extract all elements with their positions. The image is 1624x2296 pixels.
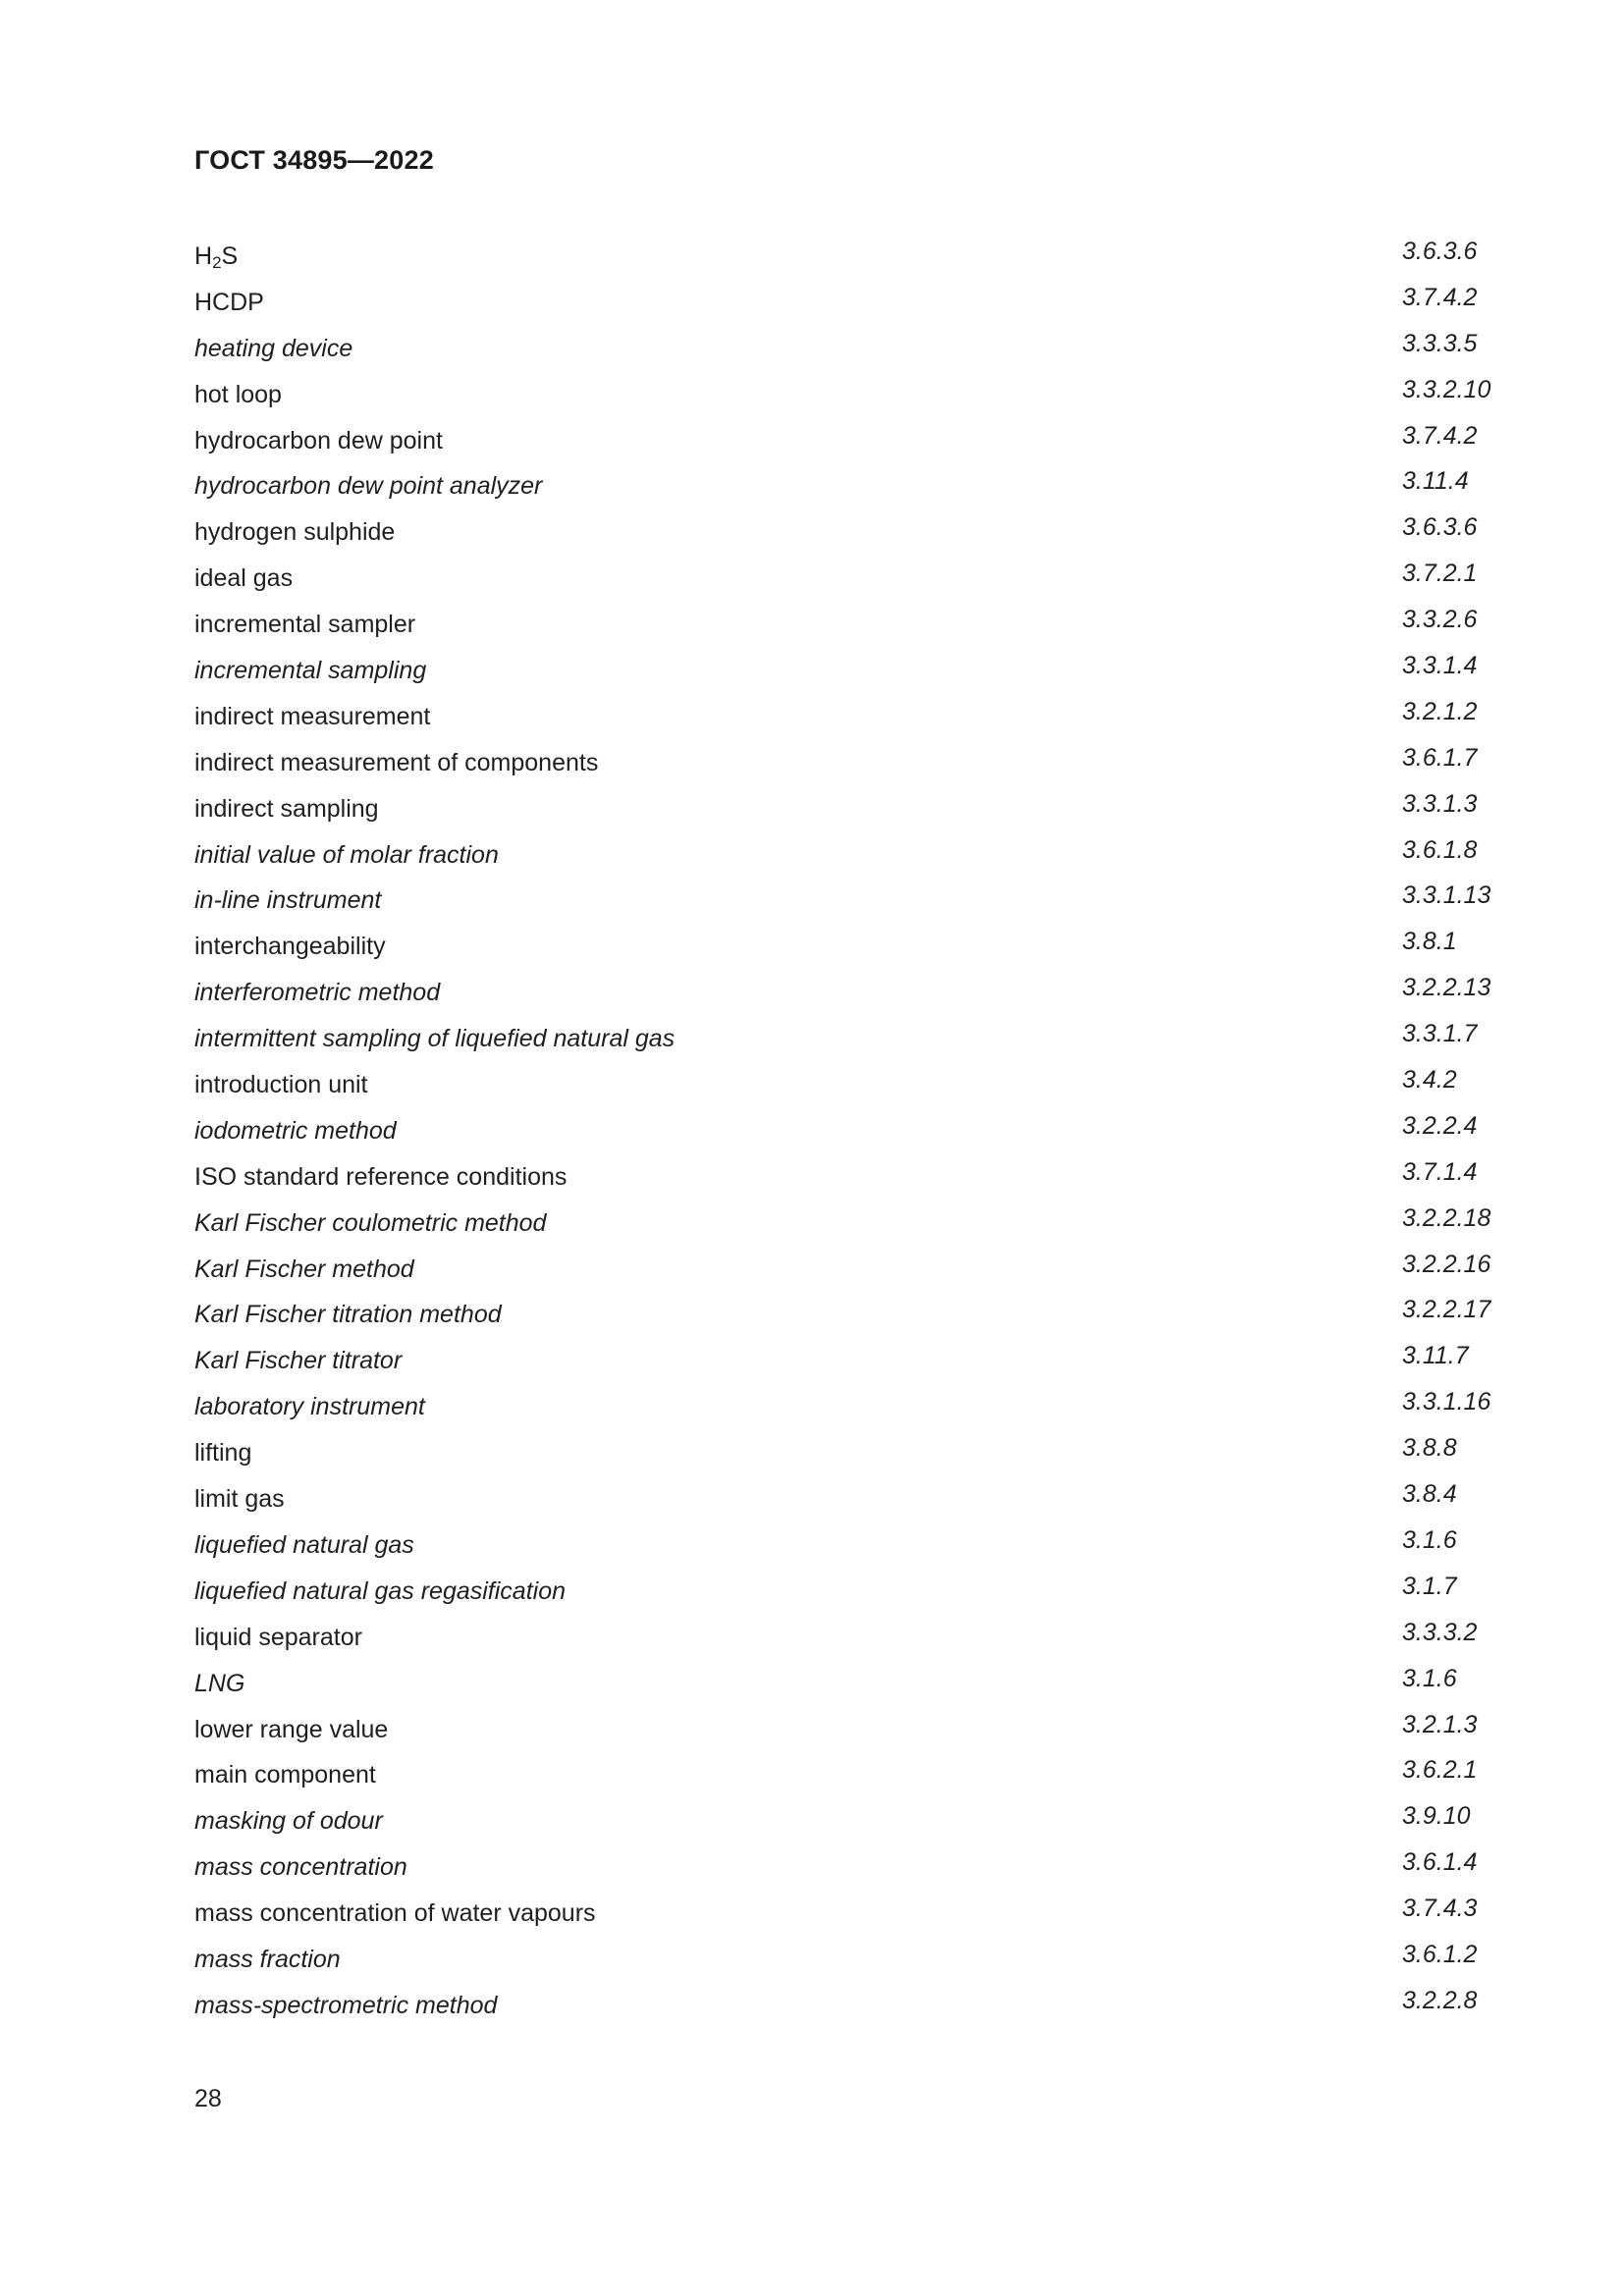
index-reference: 3.6.3.6 <box>1402 238 1478 265</box>
index-term <box>194 418 443 464</box>
index-term-subscript: 2 <box>212 253 222 272</box>
index-term <box>194 1798 383 1844</box>
index-term <box>194 1844 407 1891</box>
index-reference: 3.1.7 <box>1402 1572 1457 1600</box>
index-reference: 3.3.1.3 <box>1402 789 1478 818</box>
index-term <box>194 1430 251 1476</box>
index-term <box>194 1062 368 1108</box>
index-term <box>194 1661 244 1707</box>
index-reference: 3.8.4 <box>1402 1480 1457 1509</box>
index-entry <box>194 832 1500 879</box>
index-entry <box>194 1661 1500 1707</box>
index-term <box>194 1891 596 1937</box>
index-reference: 3.3.1.13 <box>1402 881 1491 910</box>
index-reference: 3.8.1 <box>1402 928 1457 956</box>
index-entry <box>194 418 1500 464</box>
index-term-text: mass concentration <box>194 1853 407 1882</box>
index-term-text: indirect sampling <box>194 794 379 823</box>
index-term-text: ISO standard reference conditions <box>194 1162 568 1191</box>
index-term-text: liquid separator <box>194 1623 362 1651</box>
index-reference: 3.2.2.17 <box>1402 1296 1491 1324</box>
index-term <box>194 878 381 924</box>
index-entry <box>194 1615 1500 1661</box>
index-reference: 3.9.10 <box>1402 1802 1471 1831</box>
index-entry <box>194 1108 1500 1154</box>
index-reference: 3.7.2.1 <box>1402 560 1478 588</box>
index-term <box>194 1292 502 1338</box>
index-entry <box>194 694 1500 740</box>
index-term <box>194 372 282 418</box>
index-term <box>194 1201 546 1247</box>
index-term-text: in-line instrument <box>194 886 382 915</box>
index-term <box>194 556 293 602</box>
index-reference: 3.2.2.16 <box>1402 1250 1491 1278</box>
index-term-text: hydrocarbon dew point analyzer <box>194 472 543 501</box>
index-term <box>194 1016 675 1062</box>
index-entry <box>194 970 1500 1016</box>
index-term <box>194 280 264 326</box>
index-term-text: hot loop <box>194 380 282 408</box>
index-reference: 3.2.2.4 <box>1402 1111 1478 1140</box>
index-term <box>194 832 499 879</box>
index-term-text: lower range value <box>194 1715 389 1743</box>
index-term-text: Karl Fischer method <box>194 1255 414 1283</box>
index-term <box>194 970 440 1016</box>
index-reference: 3.3.2.6 <box>1402 606 1478 634</box>
document-header: ГОСТ 34895—2022 <box>194 145 434 175</box>
index-term-text: introduction unit <box>194 1071 368 1099</box>
index-entry <box>194 1707 1500 1753</box>
index-term-text: liquefied natural gas regasification <box>194 1576 567 1605</box>
index-term <box>194 1752 376 1798</box>
index-term-text: laboratory instrument <box>194 1393 425 1421</box>
index-entry <box>194 234 1500 280</box>
index-term-tail: S <box>221 242 239 270</box>
index-reference: 3.7.4.2 <box>1402 283 1478 311</box>
index-reference: 3.3.3.2 <box>1402 1618 1478 1646</box>
index-reference: 3.6.2.1 <box>1402 1756 1478 1785</box>
index-term-text: Karl Fischer titrator <box>194 1347 403 1375</box>
index-entry <box>194 1292 1500 1338</box>
index-term-text: interchangeability <box>194 933 386 961</box>
index-entry <box>194 648 1500 694</box>
index-term-text: liquefied natural gas <box>194 1530 414 1559</box>
index-entry <box>194 1798 1500 1844</box>
index-term <box>194 1937 341 1983</box>
index-reference: 3.6.3.6 <box>1402 513 1478 542</box>
index-term-text: indirect measurement of components <box>194 748 599 776</box>
index-term-text: hydrocarbon dew point <box>194 426 443 454</box>
index-term-text: masking of odour <box>194 1807 383 1836</box>
index-reference: 3.7.4.3 <box>1402 1895 1478 1923</box>
index-entry <box>194 372 1500 418</box>
index-reference: 3.2.2.13 <box>1402 974 1491 1002</box>
index-reference: 3.11.4 <box>1402 467 1469 496</box>
index-entry <box>194 1201 1500 1247</box>
index-reference: 3.6.1.2 <box>1402 1940 1478 1968</box>
index-entry <box>194 1338 1500 1384</box>
index-entry <box>194 1247 1500 1293</box>
index-reference: 3.2.2.18 <box>1402 1203 1491 1232</box>
index-term-text: Karl Fischer titration method <box>194 1301 502 1329</box>
index-term-text: ideal gas <box>194 564 294 593</box>
index-term <box>194 509 395 556</box>
index-reference: 3.2.1.3 <box>1402 1710 1478 1738</box>
index-term <box>194 1154 567 1201</box>
index-entry <box>194 1062 1500 1108</box>
index-term-text: incremental sampling <box>194 657 427 685</box>
index-term <box>194 326 352 372</box>
index-entry <box>194 1569 1500 1615</box>
index-term <box>194 740 598 786</box>
index-entry <box>194 463 1500 509</box>
index-entry <box>194 786 1500 832</box>
index-reference: 3.6.1.8 <box>1402 835 1478 864</box>
index-reference: 3.3.1.4 <box>1402 652 1478 680</box>
index-entry <box>194 924 1500 970</box>
index-reference: 3.1.6 <box>1402 1664 1457 1692</box>
index-term <box>194 648 426 694</box>
index-entry <box>194 1476 1500 1522</box>
index-term-text: Karl Fischer coulometric method <box>194 1208 547 1237</box>
index-term <box>194 1615 362 1661</box>
index-term-text: mass fraction <box>194 1945 341 1973</box>
index-term-text: mass concentration of water vapours <box>194 1899 596 1928</box>
index-term-text: lifting <box>194 1439 252 1468</box>
index-entry <box>194 1430 1500 1476</box>
index-term-text: H <box>194 242 213 270</box>
alphabetical-index <box>194 234 1500 2029</box>
index-term <box>194 924 386 970</box>
index-reference: 3.3.2.10 <box>1402 375 1491 403</box>
index-entry <box>194 509 1500 556</box>
index-term-text: indirect measurement <box>194 702 431 730</box>
index-term <box>194 463 542 509</box>
index-term-text: iodometric method <box>194 1116 397 1145</box>
index-term-text: main component <box>194 1761 376 1789</box>
index-reference: 3.4.2 <box>1402 1066 1457 1095</box>
index-reference: 3.6.1.4 <box>1402 1848 1478 1877</box>
index-entry <box>194 1384 1500 1430</box>
index-term-text: HCDP <box>194 288 264 316</box>
index-term <box>194 1569 566 1615</box>
index-term <box>194 694 430 740</box>
index-reference: 3.7.4.2 <box>1402 421 1478 450</box>
index-term-text: interferometric method <box>194 979 441 1007</box>
index-term-text: LNG <box>194 1669 245 1697</box>
index-term <box>194 1476 285 1522</box>
index-term-text: intermittent sampling of liquefied natural gas <box>194 1025 676 1053</box>
index-term <box>194 234 238 280</box>
index-term <box>194 1384 425 1430</box>
index-reference: 3.2.2.8 <box>1402 1986 1478 2014</box>
index-entry <box>194 1016 1500 1062</box>
index-term <box>194 786 379 832</box>
index-reference: 3.11.7 <box>1402 1342 1469 1370</box>
index-reference: 3.3.1.16 <box>1402 1388 1491 1416</box>
index-term-text: initial value of molar fraction <box>194 840 499 869</box>
index-entry <box>194 280 1500 326</box>
index-reference: 3.6.1.7 <box>1402 743 1478 772</box>
index-reference: 3.2.1.2 <box>1402 697 1478 725</box>
index-entry <box>194 602 1500 648</box>
index-term-text: heating device <box>194 334 353 362</box>
index-term <box>194 1707 388 1753</box>
index-entry <box>194 1937 1500 1983</box>
index-term <box>194 602 415 648</box>
index-reference: 3.3.1.7 <box>1402 1020 1478 1048</box>
index-term <box>194 1247 414 1293</box>
index-entry <box>194 1891 1500 1937</box>
index-entry <box>194 1752 1500 1798</box>
index-term-text: mass-spectrometric method <box>194 1991 498 2019</box>
index-entry <box>194 326 1500 372</box>
index-term <box>194 1983 497 2029</box>
index-entry <box>194 1154 1500 1201</box>
index-reference: 3.7.1.4 <box>1402 1157 1478 1186</box>
index-reference: 3.8.8 <box>1402 1434 1457 1463</box>
index-term <box>194 1108 397 1154</box>
index-entry <box>194 878 1500 924</box>
index-entry <box>194 1844 1500 1891</box>
index-entry <box>194 556 1500 602</box>
index-term <box>194 1338 402 1384</box>
index-term-text: hydrogen sulphide <box>194 518 396 547</box>
index-entry <box>194 1983 1500 2029</box>
index-term-text: limit gas <box>194 1485 285 1514</box>
index-reference: 3.1.6 <box>1402 1525 1457 1554</box>
index-entry <box>194 1522 1500 1569</box>
page-number: 28 <box>194 2085 222 2112</box>
index-reference: 3.3.3.5 <box>1402 329 1478 357</box>
index-term <box>194 1522 414 1569</box>
index-entry <box>194 740 1500 786</box>
index-term-text: incremental sampler <box>194 611 416 639</box>
